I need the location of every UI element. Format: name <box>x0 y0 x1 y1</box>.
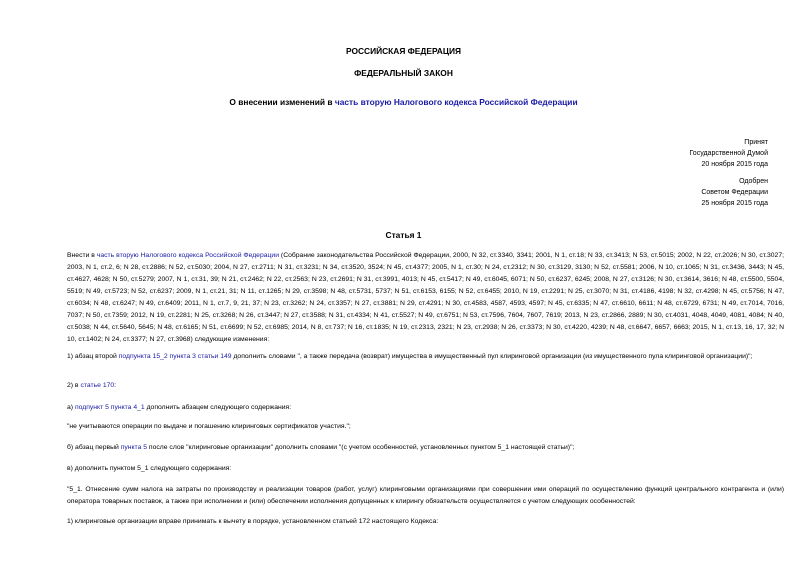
subitem-a-prefix: а) <box>67 404 75 411</box>
approved-date: 25 ноября 2015 года <box>701 200 768 207</box>
approved-by: Советом Федерации <box>701 189 768 196</box>
item-1-text: дополнить словами ", а также передача (возврат) имущества в имущественный пул клиринговой организации (из имущественного пула клиринговой организации)"; <box>231 353 753 360</box>
quote-1-paragraph: "не учитываются операции по выдаче и погашению клиринговых сертификатов участия."; <box>67 423 351 430</box>
subitem-b-text: после слов "клиринговые организации" дополнить словами "(с учетом особенностей, установленных пунктом 5_1 настоящей статьи)"; <box>147 444 575 451</box>
item-2-prefix: 2) в <box>67 382 81 389</box>
federation-heading: РОССИЙСКАЯ ФЕДЕРАЦИЯ <box>345 46 462 56</box>
intro-references: (Собрание законодательства Российской Федерации, 2000, N 32, ст.3340, 3341; 2001, N 1, ст.18; N 33, ст.3413; N 53, ст.5015; 2002, N 22, ст.2026; N 30, ст.3027; 2003, N 1, ст.2, 6; N 28, ст.2886; N 52, ст.5030; 2004, N 27, ст.2711; N 31, ст.3231; N 34, ст.3520, 3524; N 45, ст.4377; 2005, N 1, ст.30; N 24, ст.2312; N 30, ст.3129, 3130; N 52, ст.5581; 2006, N 10, ст.1065; N 31, ст.3436, 3443; N 45, ст.4627, 4628; N 50, ст.5279; 2007, N 1, ст.31, 39; N 21, ст.2462; N 22, ст.2563; N 23, ст.2691; N 31, ст.3991, 4013; N 45, ст.5417; N 49, ст.6045, 6071; N 50, ст.6237, 6245; 2008, N 27, ст.3126; N 30, ст.3614, 3616; N 48, ст.5500, 5504, 5519; N 49, ст.5723; N 52, ст.6237; 2009, N 1, ст.21, 31; N 11, ст.1265; N 29, ст.3598; N 48, ст.5731, 5737; N 51, ст.6153, 6155; N 52, ст.6455; 2010, N 19, ст.2291; N 25, ст.3070; N 31, ст.4186, 4198; N 32, ст.4298; N 45, ст.5756; N 47, ст.6034; N 48, ст.6247; N 49, ст.6409; 2011, N 1, ст.7, 9, 21, 37; N 23, ст.3262; N 24, ст.3357; N 27, ст.3881; N 29, ст.4291; N 30, ст.4583, 4587, 4593, 4597; N 45, ст.6335; N 47, ст.6610, 6611; N 48, ст.6729, 6731; N 49, ст.7014, 7016, 7037; N 50, ст.7359; 2012, N 19, ст.2281; N 25, ст.3268; N 26, ст.3447; N 27, ст.3588; N 31, ст.4334; N 41, ст.5527; N 49, ст.6751; N 53, ст.7596, 7604, 7607, 7619; 2013, N 23, ст.2866, 2889; N 30, ст.4031, 4048, 4049, 4081, 4084; N 40, ст.5038; N 44, ст.5640, 5645; N 48, ст.6165; N 51, ст.6699; N 52, ст.6985; 2014, N 8, ст.737; N 16, ст.1835; N 19, ст.2313, 2321; N 23, ст.2938; N 26, ст.3373; N 30, ст.4220, 4239; N 48, ст.6647, 6657, 6663; 2015, N 1, ст.13, 16, 17, 32; N 10, ст.1402; N 24, ст.3377; N 27, ст.3968) следующие изменения: <box>67 252 784 343</box>
item-2-paragraph <box>52 380 784 392</box>
subitem-a-paragraph <box>52 402 784 414</box>
item-1-paragraph <box>52 351 784 363</box>
intro-tax-code-link[interactable]: часть вторую Налогового кодекса Российской Федерации <box>96 252 280 259</box>
accepted-by: Государственной Думой <box>689 150 768 157</box>
item-1-link[interactable]: подпункта 15_2 пункта 3 статьи 149 <box>118 353 232 360</box>
item-1-prefix: 1) абзац второй <box>67 353 119 360</box>
accepted-date: 20 ноября 2015 года <box>701 161 768 168</box>
subitem-b-link[interactable]: пункта 5 <box>120 444 148 451</box>
item-2-suffix: : <box>114 382 117 389</box>
law-type-heading: ФЕДЕРАЛЬНЫЙ ЗАКОН <box>354 68 453 78</box>
point-5-1-item-1: 1) клиринговые организации вправе принимать к вычету в порядке, установленном статьей 172 настоящего Кодекса: <box>67 518 439 525</box>
accepted-label: Принят <box>744 139 768 146</box>
intro-prefix: Внести в <box>67 252 97 259</box>
point-5-1-paragraph: "5_1. Отнесение сумм налога на затраты по производству и реализации товаров (работ, услуг) клиринговыми организациями при совершении ими операций по осуществлению функций центрального контрагента и (или) оператора товарных поставок, а также при исполнении и (или) обеспечении исполнения допущенных к клирингу обязательств осуществляется с учетом следующих особенностей: <box>67 486 784 505</box>
item-2-link[interactable]: статье 170 <box>80 382 115 389</box>
subitem-b-prefix: б) абзац первый <box>67 444 121 451</box>
article-heading: Статья 1 <box>385 230 422 240</box>
approved-label: Одобрен <box>739 178 768 185</box>
adoption-council <box>701 176 768 209</box>
law-title-prefix: О внесении изменений в <box>229 97 335 107</box>
subitem-a-text: дополнить абзацем следующего содержания: <box>144 404 292 411</box>
tax-code-link[interactable]: часть вторую Налогового кодекса Российской Федерации <box>334 97 578 107</box>
law-title <box>0 97 807 107</box>
subitem-a-link[interactable]: подпункт 5 пункта 4_1 <box>74 404 145 411</box>
adoption-duma <box>689 137 768 170</box>
subitem-b-paragraph <box>52 442 784 454</box>
article-intro-paragraph <box>52 250 784 346</box>
subitem-v-paragraph: в) дополнить пунктом 5_1 следующего содержания: <box>67 465 232 472</box>
